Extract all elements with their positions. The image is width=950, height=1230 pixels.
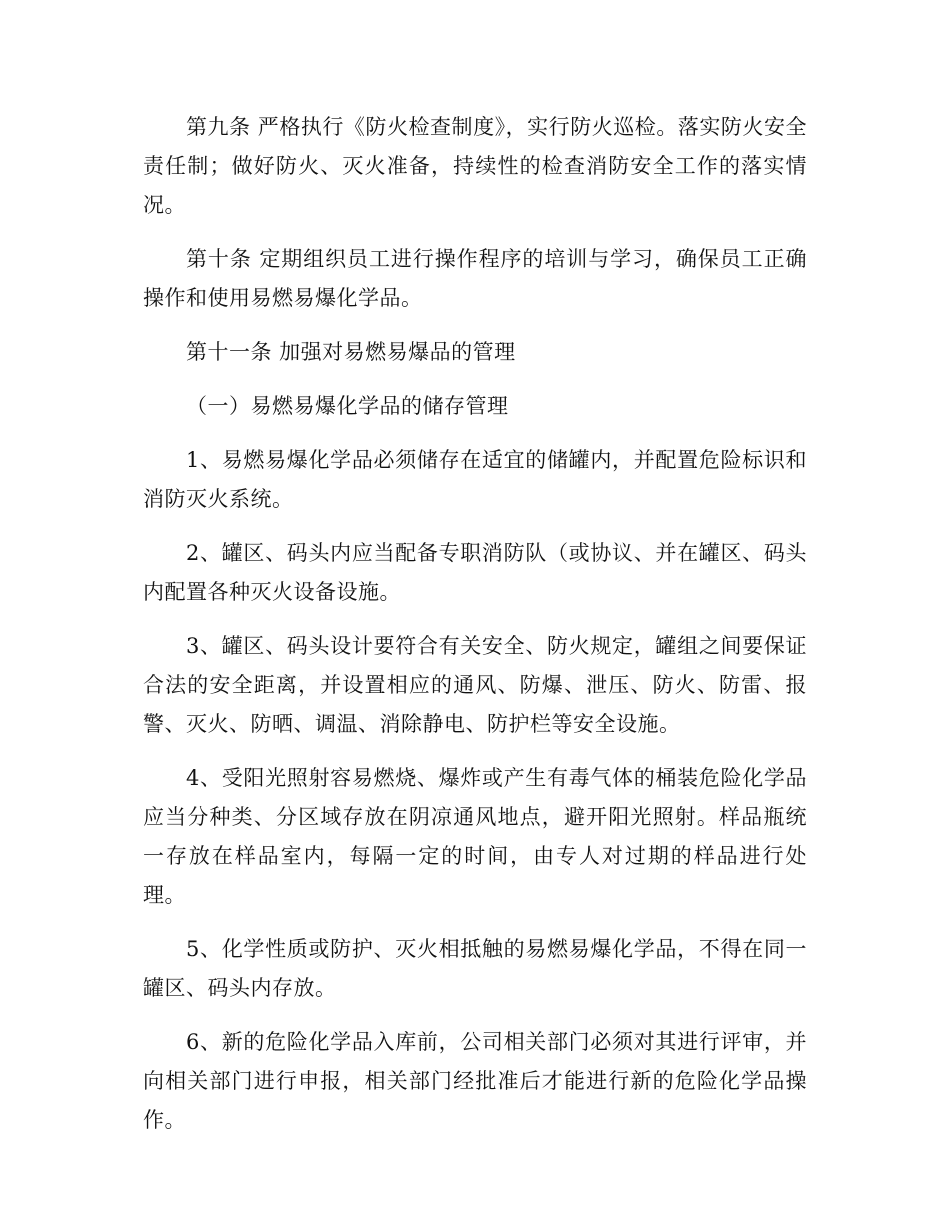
article-9-paragraph: 第九条 严格执行《防火检查制度》，实行防火巡检。落实防火安全责任制；做好防火、灭火准备，持续性的检查消防安全工作的落实情况。 bbox=[143, 115, 807, 217]
article-11-heading: 第十一条 加强对易燃易爆品的管理 bbox=[186, 340, 516, 364]
item-1-paragraph: 1、易燃易爆化学品必须储存在适宜的储罐内，并配置危险标识和消防灭火系统。 bbox=[143, 448, 807, 511]
section-1-heading: （一）易燃易爆化学品的储存管理 bbox=[186, 394, 509, 418]
item-5-paragraph: 5、化学性质或防护、灭火相抵触的易燃易爆化学品，不得在同一罐区、码头内存放。 bbox=[143, 937, 807, 1000]
document-body bbox=[143, 108, 807, 1155]
item-3-paragraph: 3、罐区、码头设计要符合有关安全、防火规定，罐组之间要保证合法的安全距离，并设置相应的通风、防爆、泄压、防火、防雷、报警、灭火、防晒、调温、消除静电、防护栏等安全设施。 bbox=[143, 634, 807, 736]
item-2-paragraph: 2、罐区、码头内应当配备专职消防队（或协议、并在罐区、码头内配置各种灭火设备设施。 bbox=[143, 541, 807, 604]
article-10-paragraph: 第十条 定期组织员工进行操作程序的培训与学习，确保员工正确操作和使用易燃易爆化学品。 bbox=[143, 247, 807, 310]
item-4-paragraph: 4、受阳光照射容易燃烧、爆炸或产生有毒气体的桶装危险化学品应当分种类、分区域存放在阴凉通风地点，避开阳光照射。样品瓶统一存放在样品室内，每隔一定的时间，由专人对过期的样品进行处理。 bbox=[143, 766, 807, 907]
item-6-paragraph: 6、新的危险化学品入库前，公司相关部门必须对其进行评审，并向相关部门进行申报，相关部门经批准后才能进行新的危险化学品操作。 bbox=[143, 1030, 807, 1132]
